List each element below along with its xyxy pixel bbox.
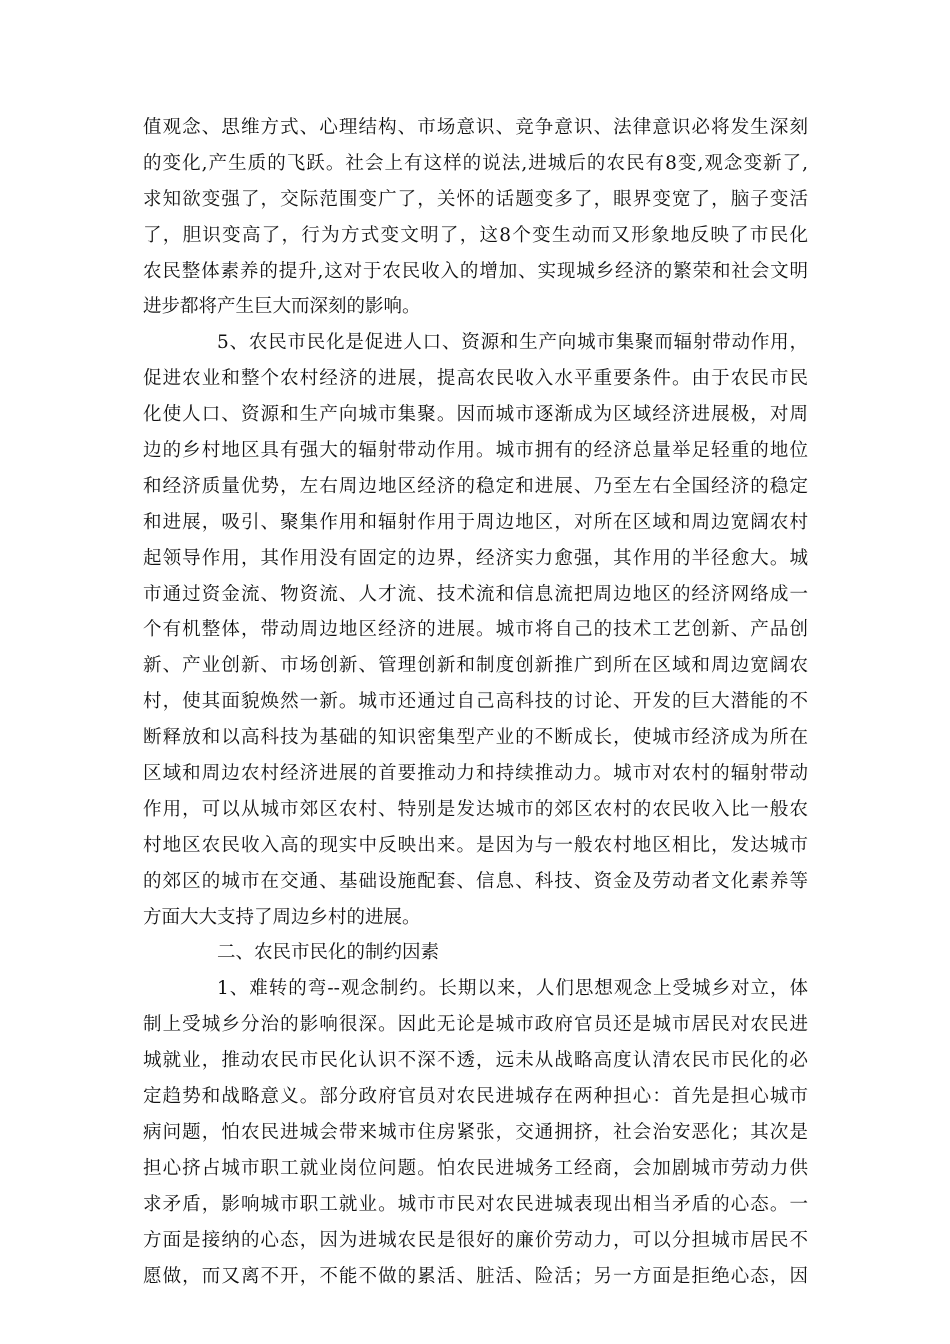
text-line: 市通过资金流、物资流、人才流、技术流和信息流把周边地区的经济网络成一: [143, 583, 808, 605]
text-line: 的郊区的城市在交通、基础设施配套、信息、科技、资金及劳动者文化素养等: [143, 870, 808, 892]
text-line: 新、产业创新、市场创新、管理创新和制度创新推广到所在区域和周边宽阔农: [143, 655, 808, 677]
text-line: 个有机整体，带动周边地区经济的进展。城市将自己的技术工艺创新、产品创: [143, 619, 808, 641]
text-line: 担心挤占城市职工就业岗位问题。怕农民进城务工经商，会加剧城市劳动力供: [143, 1157, 808, 1179]
text-line: 区域和周边农村经济进展的首要推动力和持续推动力。城市对农村的辐射带动: [143, 763, 808, 785]
paragraph-start-line: 5、农民市民化是促进人口、资源和生产向城市集聚而辐射带动作用，: [217, 332, 808, 354]
text-line: 病问题，怕农民进城会带来城市住房紧张，交通拥挤，社会治安恶化；其次是: [143, 1121, 808, 1143]
text-line: 城就业，推动农民市民化认识不深不透，远未从战略高度认清农民市民化的必: [143, 1050, 808, 1072]
text-line: 促进农业和整个农村经济的进展，提高农民收入水平重要条件。由于农民市民: [143, 368, 808, 390]
text-line: 断释放和以高科技为基础的知识密集型产业的不断成长，使城市经济成为所在: [143, 727, 808, 749]
text-line: 村地区农民收入高的现实中反映出来。是因为与一般农村地区相比，发达城市: [143, 834, 808, 856]
text-line: 农民整体素养的提升,这对于农民收入的增加、实现城乡经济的繁荣和社会文明: [143, 260, 808, 282]
text-line: 方面大大支持了周边乡村的进展。: [143, 906, 421, 928]
text-line: 化使人口、资源和生产向城市集聚。因而城市逐渐成为区域经济进展极，对周: [143, 404, 808, 426]
text-line: 了，胆识变高了，行为方式变文明了，这8个变生动而又形象地反映了市民化: [143, 224, 808, 246]
text-line: 作用，可以从城市郊区农村、特别是发达城市的郊区农村的农民收入比一般农: [143, 798, 808, 820]
text-line: 求矛盾，影响城市职工就业。城市市民对农民进城表现出相当矛盾的心态。一: [143, 1193, 808, 1215]
text-line: 值观念、思维方式、心理结构、市场意识、竞争意识、法律意识必将发生深刻: [143, 117, 808, 138]
text-line: 的变化,产生质的飞跃。社会上有这样的说法,进城后的农民有8变,观念变新了,: [143, 152, 808, 174]
text-line: 起领导作用，其作用没有固定的边界，经济实力愈强，其作用的半径愈大。城: [143, 547, 808, 569]
text-line: 制上受城乡分治的影响很深。因此无论是城市政府官员还是城市居民对农民进: [143, 1014, 808, 1036]
text-line: 方面是接纳的心态，因为进城农民是很好的廉价劳动力，可以分担城市居民不: [143, 1229, 808, 1251]
text-line: 和经济质量优势，左右周边地区经济的稳定和进展、乃至左右全国经济的稳定: [143, 475, 808, 497]
text-line: 进步都将产生巨大而深刻的影响。: [143, 296, 421, 318]
paragraph-start-line: 1、难转的弯--观念制约。长期以来，人们思想观念上受城乡对立，体: [217, 978, 808, 1000]
text-line: 定趋势和战略意义。部分政府官员对农民进城存在两种担心：首先是担心城市: [143, 1086, 808, 1108]
text-line: 求知欲变强了，交际范围变广了，关怀的话题变多了，眼界变宽了，脑子变活: [143, 188, 808, 210]
text-line: 愿做，而又离不开，不能不做的累活、脏活、险活；另一方面是拒绝心态，因: [143, 1265, 808, 1287]
text-line: 村，使其面貌焕然一新。城市还通过自己高科技的讨论、开发的巨大潜能的不: [143, 691, 808, 713]
section-heading: 二、农民市民化的制约因素: [217, 942, 440, 964]
document-body-text: [143, 110, 808, 1294]
text-line: 边的乡村地区具有强大的辐射带动作用。城市拥有的经济总量举足轻重的地位: [143, 440, 808, 462]
text-line: 和进展，吸引、聚集作用和辐射作用于周边地区，对所在区域和周边宽阔农村: [143, 511, 808, 533]
